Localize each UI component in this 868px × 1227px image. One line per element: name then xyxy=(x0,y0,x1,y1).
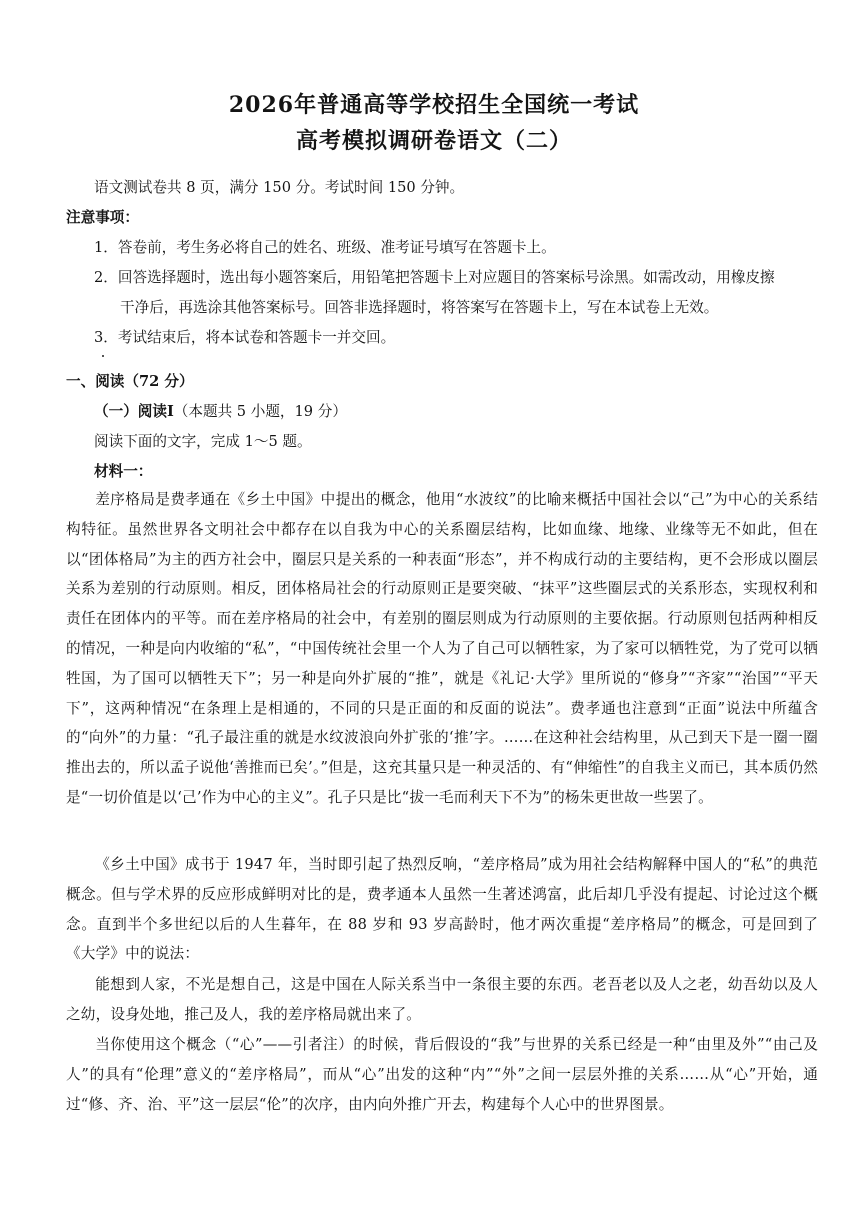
notice-item-2-line-1: 2．回答选择题时，选出每小题答案后，用铅笔把答题卡上对应题目的答案标号涂黑。如需改动，用橡皮擦 xyxy=(94,269,775,286)
notice-item-1: 1．答卷前，考生务必将自己的姓名、班级、准考证号填写在答题卡上。 xyxy=(94,239,556,256)
reading-instruction: 阅读下面的文字，完成 1～5 题。 xyxy=(94,433,312,450)
scan-speck xyxy=(102,355,104,357)
notice-item-2-line-2: 干净后，再选涂其他答案标号。回答非选择题时，将答案写在答题卡上，写在本试卷上无效。 xyxy=(120,299,719,316)
subsection-heading xyxy=(94,402,347,422)
passage-quote-1: 能想到人家，不光是想自己，这是中国在人际关系当中一条很主要的东西。老吾老以及人之老，幼吾幼以及人之幼，设身处地，推己及人，我的差序格局就出来了。 xyxy=(66,976,818,1023)
exam-subtitle: 高考模拟调研卷语文（二） xyxy=(295,128,572,154)
passage-quote-2: 当你使用这个概念（“心”——引者注）的时候，背后假设的“我”与世界的关系已经是一种“由里及外”“由己及人”的具有“伦理”意义的“差序格局”，而从“心”出发的这种“内”“外”之间一层层外推的关系……从“心”开始，通过“修、齐、治、平”这一层层“伦”的次序，由内向外推广开去，构建每个人心中的世界图景。 xyxy=(66,1036,818,1113)
subsection-label: （一）阅读Ⅰ xyxy=(94,403,174,420)
subsection-detail: （本题共 5 小题，19 分） xyxy=(173,403,347,420)
notice-item-3: 3．考试结束后，将本试卷和答题卡一并交回。 xyxy=(94,329,396,346)
section-heading: 一、阅读（72 分） xyxy=(66,373,194,390)
material-label: 材料一： xyxy=(94,463,153,480)
passage-paragraph-1: 差序格局是费孝通在《乡土中国》中提出的概念，他用“水波纹”的比喻来概括中国社会以“己”为中心的关系结构特征。虽然世界各文明社会中都存在以自我为中心的关系圈层结构，比如血缘、地缘、业缘等无不如此，但在以“团体格局”为主的西方社会中，圈层只是关系的一种表面“形态”，并不构成行动的主要结构，更不会形成以圈层关系为差别的行动原则。相反，团体格局社会的行动原则正是要突破、“抹平”这些圈层式的关系形态，实现权利和责任在团体内的平等。而在差序格局的社会中，有差别的圈层则成为行动原则的主要依据。行动原则包括两种相反的情况，一种是向内收缩的“私”，“中国传统社会里一个人为了自己可以牺牲家，为了家可以牺牲党，为了党可以牺牲国，为了国可以牺牲天下”；另一种是向外扩展的“推”，就是《礼记·大学》里所说的“修身”“齐家”“治国”“平天下”，这两种情况“在条理上是相通的，不同的只是正面的和反面的说法”。费孝通也注意到“正面”说法中所蕴含的“向外”的力量：“孔子最注重的就是水纹波浪向外扩张的‘推’字。……在这种社会结构里，从己到天下是一圈一圈推出去的，所以孟子说他‘善推而已矣’。”但是，这充其量只是一种灵活的、有“伸缩性”的自我主义而已，其本质仍然是“一切价值是以‘己’作为中心的主义”。孔子只是比“拔一毛而利天下不为”的杨朱更世故一些罢了。 xyxy=(66,491,818,806)
passage-paragraph-2: 《乡土中国》成书于 1947 年，当时即引起了热烈反响，“差序格局”成为用社会结构解释中国人的“私”的典范概念。但与学术界的反应形成鲜明对比的是，费孝通本人虽然一生著述鸿富，此后却几乎没有提起、讨论过这个概念。直到半个多世纪以后的人生暮年，在 88 岁和 93 岁高龄时，他才两次重提“差序格局”的概念，可是回到了《大学》中的说法： xyxy=(66,856,818,963)
notice-heading: 注意事项： xyxy=(66,209,139,226)
exam-intro: 语文测试卷共 8 页，满分 150 分。考试时间 150 分钟。 xyxy=(94,179,465,196)
exam-title: 2026年普通高等学校招生全国统一考试 xyxy=(228,92,640,118)
